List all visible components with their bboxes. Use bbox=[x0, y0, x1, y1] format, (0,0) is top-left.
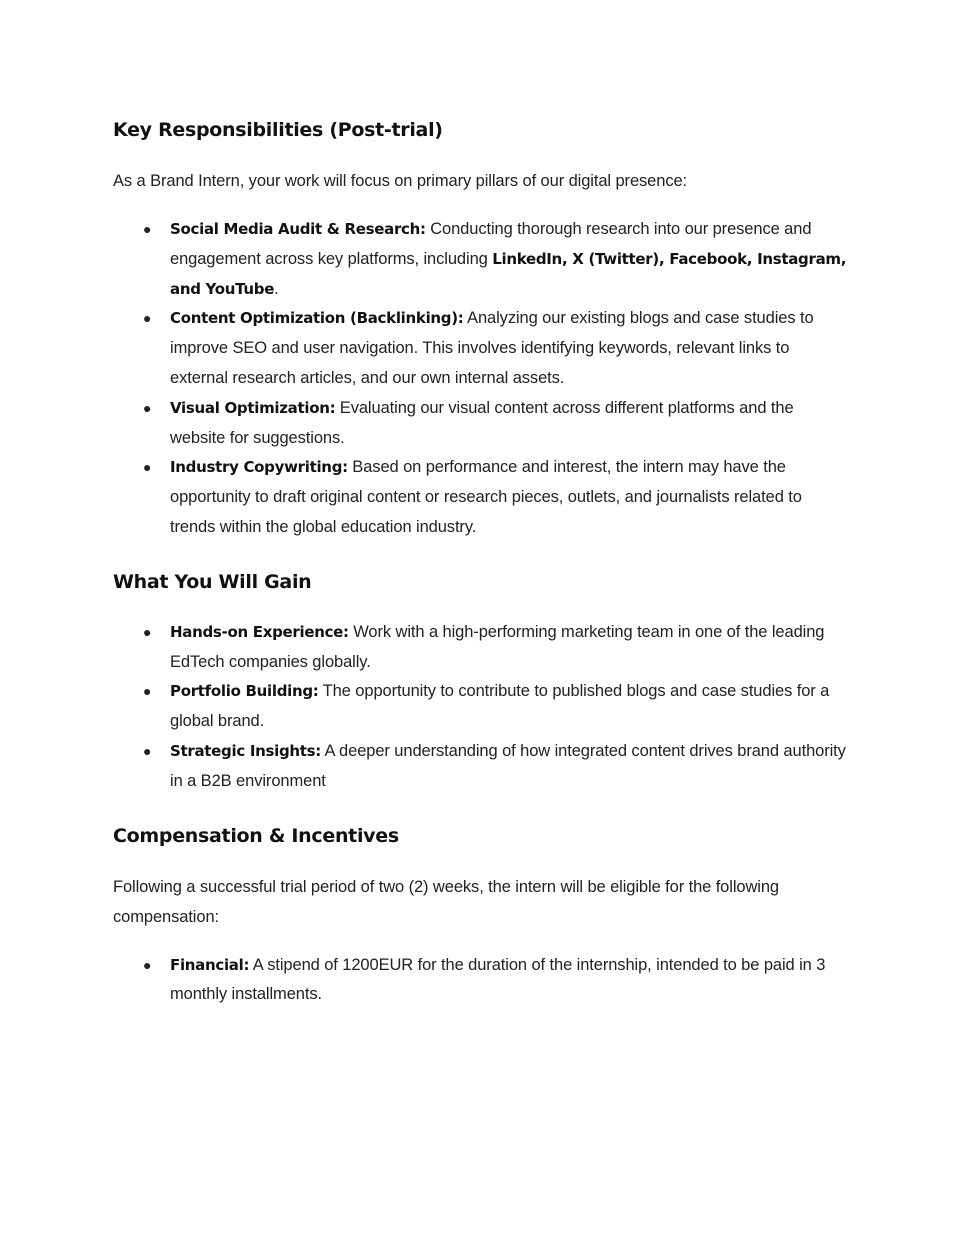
list-item bbox=[143, 394, 850, 454]
item-title: Portfolio Building: bbox=[170, 682, 319, 701]
list-item bbox=[143, 677, 850, 737]
item-title: Financial: bbox=[170, 955, 250, 974]
item-title: Content Optimization (Backlinking): bbox=[170, 309, 464, 328]
bullet-icon: ● bbox=[143, 742, 152, 759]
item-platforms: LinkedIn, X (Twitter), Facebook, Instagram, and YouTube bbox=[170, 249, 847, 298]
bullet-icon: ● bbox=[143, 221, 152, 237]
item-text: A stipend of 1200EUR for the duration of the internship, intended to be paid in 3 monthly installments. bbox=[170, 955, 826, 1004]
responsibilities-intro: As a Brand Intern, your work will focus on primary pillars of our digital presence: bbox=[113, 172, 688, 190]
section-heading-gain: What You Will Gain bbox=[113, 570, 312, 593]
item-title: Visual Optimization: bbox=[170, 398, 336, 417]
bullet-icon: ● bbox=[143, 459, 152, 476]
bullet-icon: ● bbox=[143, 623, 152, 640]
item-text: Based on performance and interest, the intern may have the opportunity to draft original content or research pieces, outlets, and journalists related to trends within the global education industry. bbox=[170, 458, 802, 536]
list-item bbox=[143, 618, 850, 678]
list-item bbox=[143, 453, 850, 542]
item-title: Social Media Audit & Research: bbox=[170, 220, 426, 238]
item-text: Evaluating our visual content across different platforms and the website for suggestions. bbox=[170, 398, 794, 447]
list-item bbox=[143, 215, 850, 304]
responsibilities-list bbox=[113, 215, 850, 543]
section-heading-compensation: Compensation & Incentives bbox=[113, 824, 399, 847]
item-tail: . bbox=[274, 279, 279, 298]
item-title: Hands-on Experience: bbox=[170, 622, 349, 641]
item-text: Analyzing our existing blogs and case studies to improve SEO and user navigation. This involves identifying keywords, relevant links to external research articles, and our own internal assets. bbox=[170, 309, 814, 387]
bullet-icon: ● bbox=[143, 956, 152, 973]
list-item bbox=[143, 737, 850, 797]
item-text: Conducting thorough research into our presence and engagement across key platforms, including bbox=[170, 220, 812, 268]
gain-list bbox=[113, 618, 850, 797]
bullet-icon: ● bbox=[143, 683, 152, 700]
bullet-icon: ● bbox=[143, 310, 152, 327]
compensation-intro: Following a successful trial period of two (2) weeks, the intern will be eligible for the following compensation: bbox=[113, 877, 780, 926]
list-item bbox=[143, 304, 850, 393]
item-text: Work with a high-performing marketing team in one of the leading EdTech companies globally. bbox=[170, 622, 825, 671]
bullet-icon: ● bbox=[143, 399, 152, 416]
item-text: A deeper understanding of how integrated content drives brand authority in a B2B environment bbox=[170, 741, 846, 790]
list-item bbox=[143, 951, 850, 1011]
item-title: Strategic Insights: bbox=[170, 741, 321, 760]
section-heading-responsibilities: Key Responsibilities (Post-trial) bbox=[113, 119, 443, 141]
item-text: The opportunity to contribute to published blogs and case studies for a global brand. bbox=[170, 682, 830, 731]
compensation-list bbox=[113, 951, 850, 1011]
item-title: Industry Copywriting: bbox=[170, 458, 348, 477]
